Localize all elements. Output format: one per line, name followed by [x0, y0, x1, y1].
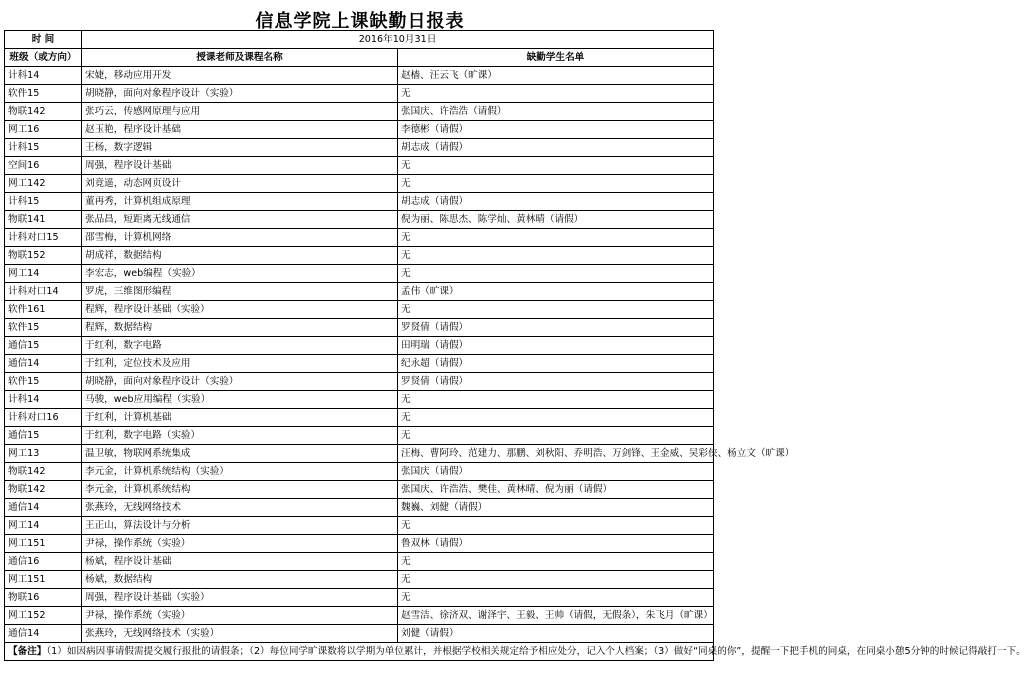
course-cell: 胡晓静，面向对象程序设计（实验） [82, 85, 398, 103]
course-cell: 周强，程序设计基础（实验） [82, 589, 398, 607]
course-cell: 邵雪梅，计算机网络 [82, 229, 398, 247]
class-cell: 物联141 [5, 211, 82, 229]
table-row [5, 481, 714, 499]
attendance-table [4, 30, 1026, 661]
absent-cell: 李德彬（请假） [398, 121, 714, 139]
table-row [5, 175, 714, 193]
course-cell: 杨斌，数据结构 [82, 571, 398, 589]
class-cell: 软件15 [5, 85, 82, 103]
class-cell: 通信16 [5, 553, 82, 571]
course-cell: 胡成祥，数据结构 [82, 247, 398, 265]
course-cell: 马骏，web应用编程（实验） [82, 391, 398, 409]
course-cell: 尹禄，操作系统（实验） [82, 607, 398, 625]
course-cell: 赵玉艳，程序设计基础 [82, 121, 398, 139]
table-row [5, 391, 714, 409]
absent-cell: 无 [398, 571, 714, 589]
course-cell: 于红利，计算机基础 [82, 409, 398, 427]
absent-cell: 孟伟（旷课） [398, 283, 714, 301]
course-cell: 张燕玲，无线网络技术（实验） [82, 625, 398, 643]
table-row [5, 283, 714, 301]
class-cell: 软件161 [5, 301, 82, 319]
absent-cell: 赵樯、汪云飞（旷课） [398, 67, 714, 85]
absent-cell: 张国庆、许浩浩、樊佳、黄林晴、倪为丽（请假） [398, 481, 714, 499]
course-cell: 于红利，定位技术及应用 [82, 355, 398, 373]
course-cell: 王杨，数字逻辑 [82, 139, 398, 157]
course-cell: 程辉，数据结构 [82, 319, 398, 337]
class-cell: 计科对口15 [5, 229, 82, 247]
course-cell: 刘竟遥，动态网页设计 [82, 175, 398, 193]
table-row [5, 265, 714, 283]
class-cell: 物联16 [5, 589, 82, 607]
course-cell: 尹禄，操作系统（实验） [82, 535, 398, 553]
table-row [5, 229, 714, 247]
absent-cell: 无 [398, 247, 714, 265]
class-cell: 计科15 [5, 139, 82, 157]
course-cell: 张品昌，短距离无线通信 [82, 211, 398, 229]
table-row [5, 121, 714, 139]
course-cell: 董再秀，计算机组成原理 [82, 193, 398, 211]
absent-cell: 无 [398, 85, 714, 103]
report-title: 信息学院上课缺勤日报表 [255, 11, 465, 32]
absent-cell: 无 [398, 517, 714, 535]
absent-cell: 罗贤倩（请假） [398, 319, 714, 337]
table-row [5, 355, 714, 373]
absent-cell: 胡志成（请假） [398, 193, 714, 211]
absent-cell: 田明瑞（请假） [398, 337, 714, 355]
absent-cell: 张国庆（请假） [398, 463, 714, 481]
class-cell: 物联142 [5, 463, 82, 481]
class-cell: 计科14 [5, 67, 82, 85]
class-cell: 网工152 [5, 607, 82, 625]
class-cell: 网工14 [5, 265, 82, 283]
class-cell: 物联152 [5, 247, 82, 265]
table-row [5, 319, 714, 337]
table-row [5, 607, 714, 625]
class-cell: 网工13 [5, 445, 82, 463]
table-row [5, 625, 714, 643]
class-cell: 通信14 [5, 499, 82, 517]
table-row [5, 67, 714, 85]
column-header-row [5, 49, 714, 67]
class-cell: 通信14 [5, 355, 82, 373]
class-cell: 计科对口14 [5, 283, 82, 301]
class-cell: 物联142 [5, 103, 82, 121]
course-cell: 张燕玲，无线网络技术 [82, 499, 398, 517]
class-cell: 软件15 [5, 373, 82, 391]
absent-cell: 无 [398, 589, 714, 607]
note-cell [5, 643, 1026, 661]
class-cell: 物联142 [5, 481, 82, 499]
course-cell: 李宏志，web编程（实验） [82, 265, 398, 283]
absent-cell: 无 [398, 409, 714, 427]
table-row [5, 427, 714, 445]
absent-cell: 无 [398, 301, 714, 319]
date-row [5, 31, 714, 49]
course-cell: 宋婕，移动应用开发 [82, 67, 398, 85]
table-row [5, 517, 714, 535]
class-cell: 通信14 [5, 625, 82, 643]
class-cell: 计科对口16 [5, 409, 82, 427]
course-cell: 王正山，算法设计与分析 [82, 517, 398, 535]
absent-cell: 无 [398, 427, 714, 445]
class-cell: 网工14 [5, 517, 82, 535]
absent-cell: 无 [398, 229, 714, 247]
class-cell: 计科14 [5, 391, 82, 409]
absent-cell: 鲁双林（请假） [398, 535, 714, 553]
class-column-header: 班级（或方向） [5, 49, 82, 67]
course-cell: 温卫敏，物联网系统集成 [82, 445, 398, 463]
time-label: 时 间 [5, 31, 82, 49]
table-row [5, 85, 714, 103]
absent-cell: 刘健（请假） [398, 625, 714, 643]
course-cell: 程辉，程序设计基础（实验） [82, 301, 398, 319]
table-row [5, 463, 714, 481]
table-row [5, 409, 714, 427]
table-row [5, 589, 714, 607]
course-cell: 李元金，计算机系统结构（实验） [82, 463, 398, 481]
class-cell: 网工151 [5, 571, 82, 589]
class-cell: 空间16 [5, 157, 82, 175]
absent-cell: 倪为丽、陈思杰、陈学灿、黄林晴（请假） [398, 211, 714, 229]
absent-cell: 无 [398, 175, 714, 193]
table-row [5, 373, 714, 391]
course-cell: 罗虎，三维图形编程 [82, 283, 398, 301]
course-cell: 于红利，数字电路（实验） [82, 427, 398, 445]
table-row [5, 535, 714, 553]
class-cell: 通信15 [5, 427, 82, 445]
course-cell: 张巧云，传感网原理与应用 [82, 103, 398, 121]
absent-cell: 张国庆、许浩浩（请假） [398, 103, 714, 121]
class-cell: 网工151 [5, 535, 82, 553]
note-text: （1）如因病因事请假需提交履行报批的请假条；（2）每位同学旷课数将以学期为单位累计，并根据学校相关规定给予相应处分，记入个人档案；（3）做好“同桌的你”，提醒一下把手机的同桌，在同桌小憩5分钟的时候记得敲打一下。 [46, 645, 1026, 657]
class-cell: 网工142 [5, 175, 82, 193]
absent-cell: 无 [398, 553, 714, 571]
table-row [5, 337, 714, 355]
table-row [5, 571, 714, 589]
absent-column-header: 缺勤学生名单 [398, 49, 714, 67]
absent-cell: 赵雪洁、徐济双、谢泽宇、王毅、王帅（请假，无假条），朱飞月（旷课） [398, 607, 714, 625]
absent-cell: 魏巍、刘健（请假） [398, 499, 714, 517]
class-cell: 计科15 [5, 193, 82, 211]
note-label: 【备注】 [8, 645, 47, 657]
table-row [5, 445, 714, 463]
absent-cell: 汪梅、曹阿玲、范建力、那鹏、刘秋阳、乔明浩、万剑锋、王金威、吴彩侠、杨立文（旷课） [398, 445, 714, 463]
table-row [5, 247, 714, 265]
table-row [5, 139, 714, 157]
class-cell: 网工16 [5, 121, 82, 139]
table-row [5, 211, 714, 229]
course-column-header: 授课老师及课程名称 [82, 49, 398, 67]
course-cell: 李元金，计算机系统结构 [82, 481, 398, 499]
table-row [5, 157, 714, 175]
table-row [5, 103, 714, 121]
course-cell: 杨斌，程序设计基础 [82, 553, 398, 571]
absent-cell: 纪永超（请假） [398, 355, 714, 373]
table-row [5, 193, 714, 211]
course-cell: 周强，程序设计基础 [82, 157, 398, 175]
table-row [5, 553, 714, 571]
note-row [5, 643, 714, 661]
absent-cell: 无 [398, 391, 714, 409]
report-date: 2016年10月31日 [82, 31, 714, 49]
absent-cell: 胡志成（请假） [398, 139, 714, 157]
table-row [5, 499, 714, 517]
class-cell: 通信15 [5, 337, 82, 355]
class-cell: 软件15 [5, 319, 82, 337]
course-cell: 于红利，数字电路 [82, 337, 398, 355]
absent-cell: 罗贤倩（请假） [398, 373, 714, 391]
table-row [5, 301, 714, 319]
absent-cell: 无 [398, 157, 714, 175]
course-cell: 胡晓静，面向对象程序设计（实验） [82, 373, 398, 391]
absent-cell: 无 [398, 265, 714, 283]
